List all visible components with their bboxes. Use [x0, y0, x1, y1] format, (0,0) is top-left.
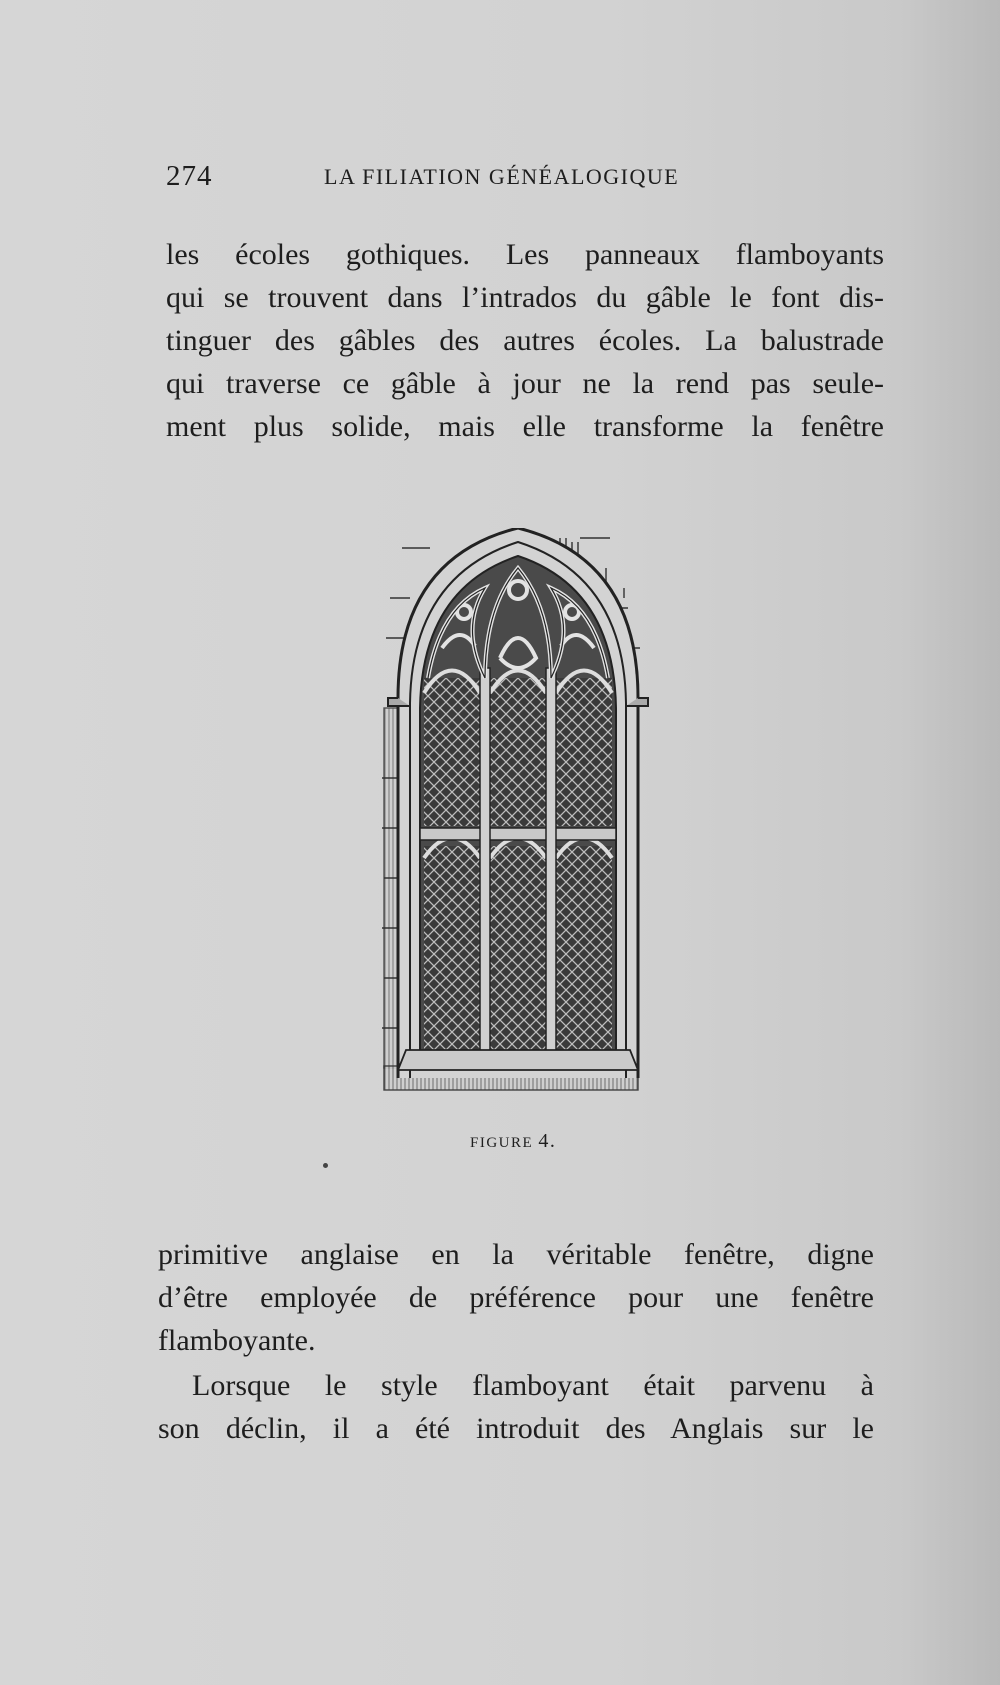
- text-line: son déclin, il a été introduit des Anglais sur le: [158, 1412, 874, 1445]
- paragraph-3: [158, 1364, 874, 1450]
- caption-label: FIGURE: [470, 1135, 534, 1151]
- figure-caption: [470, 1130, 556, 1153]
- text-line: d’être employée de préférence pour une fenêtre: [158, 1281, 874, 1314]
- lower-lights: [424, 838, 612, 1064]
- page-number: 274: [166, 160, 213, 192]
- running-title: LA FILIATION GÉNÉALOGIQUE: [324, 164, 680, 189]
- paragraph-1: [166, 233, 884, 448]
- text-line: flamboyante.: [158, 1324, 316, 1357]
- ink-speck: [323, 1163, 328, 1168]
- text-line: Lorsque le style flamboyant était parvenu à: [192, 1369, 874, 1402]
- page-header: [166, 160, 766, 200]
- paragraph-2: [158, 1233, 874, 1362]
- text-line: primitive anglaise en la véritable fenêtre, digne: [158, 1238, 874, 1271]
- text-line: qui traverse ce gâble à jour ne la rend pas seule-: [166, 367, 884, 400]
- window-sill: [398, 1050, 638, 1070]
- text-line: tinguer des gâbles des autres écoles. La balustrade: [166, 324, 884, 357]
- text-line: les écoles gothiques. Les panneaux flamboyants: [166, 238, 884, 271]
- upper-lights: [424, 671, 612, 827]
- text-line: ment plus solide, mais elle transforme la fenêtre: [166, 410, 884, 443]
- gothic-window-illustration: [380, 528, 655, 1103]
- text-line: qui se trouvent dans l’intrados du gâble le font dis-: [166, 281, 884, 314]
- caption-number: 4.: [538, 1130, 557, 1152]
